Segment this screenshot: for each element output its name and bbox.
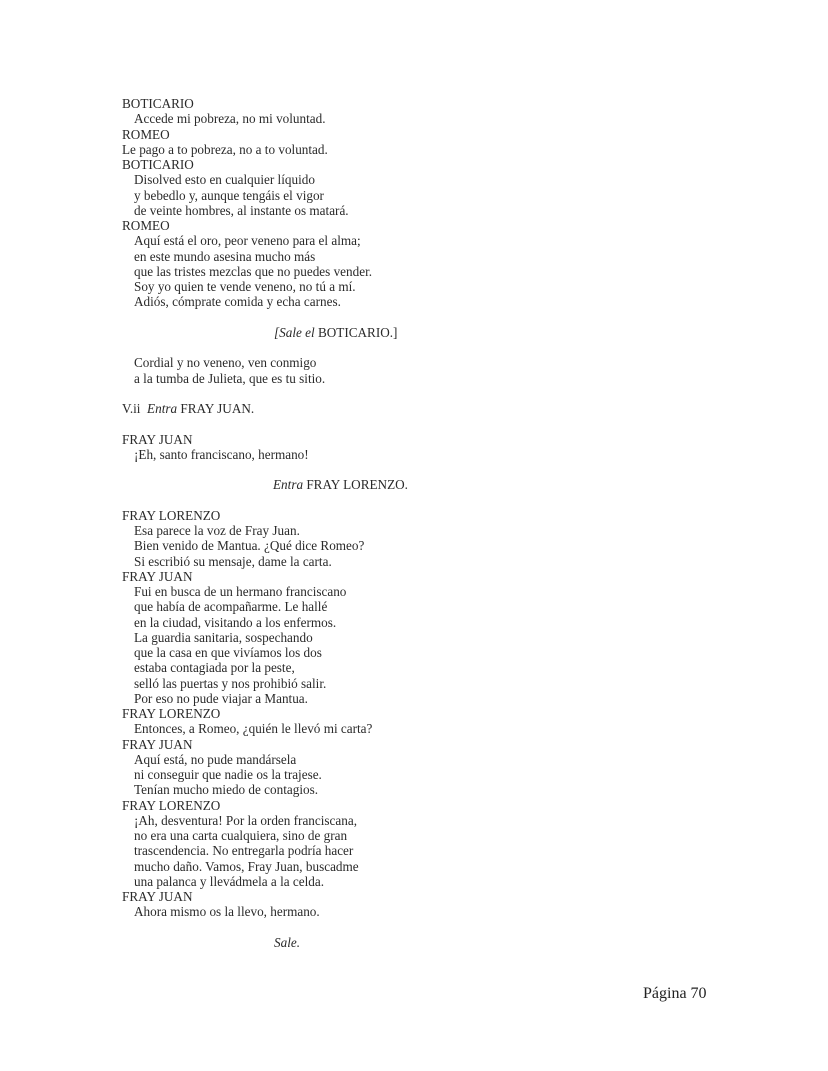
speaker-name: BOTICARIO [122, 157, 194, 172]
dialogue-line: y bebedlo y, aunque tengáis el vigor [134, 187, 324, 203]
dialogue-line: en la ciudad, visitando a los enfermos. [134, 614, 337, 630]
dialogue-line: Aquí está el oro, peor veneno para el alma; [134, 233, 361, 249]
scene-number: V.ii [122, 401, 148, 416]
stage-italic: Entra [147, 401, 178, 416]
dialogue-line: Accede mi pobreza, no mi voluntad. [134, 111, 326, 127]
blank-line [122, 310, 542, 325]
dialogue-line: trascendencia. No entregarla podría hacer [134, 843, 354, 859]
dialogue-line: Cordial y no veneno, ven conmigo [134, 355, 317, 371]
dialogue-line: Le pago a to pobreza, no a to voluntad. [122, 141, 328, 157]
speaker-name: ROMEO [122, 126, 170, 142]
blank-line [122, 462, 542, 477]
dialogue-line: que había de acompañarme. Le hallé [134, 599, 328, 615]
dialogue-line: estaba contagiada por la peste, [134, 660, 295, 676]
dialogue-line: Fui en busca de un hermano franciscano [134, 584, 347, 599]
dialogue-line: que las tristes mezclas que no puedes vender. [134, 263, 373, 279]
stage-italic: Entra [273, 477, 304, 493]
speaker-name: FRAY LORENZO [122, 706, 221, 721]
dialogue-line: ¡Ah, desventura! Por la orden franciscana, [134, 812, 357, 828]
speaker-name: FRAY JUAN [122, 736, 193, 752]
blank-line [122, 416, 542, 431]
stage-italic: Sale. [274, 934, 301, 950]
dialogue-line: selló las puertas y nos prohibió salir. [134, 675, 327, 691]
dialogue-line: Bien venido de Mantua. ¿Qué dice Romeo? [134, 538, 365, 554]
speaker-name: FRAY JUAN [122, 889, 193, 904]
dialogue-line: Disolved esto en cualquier líquido [134, 172, 315, 188]
blank-line [122, 386, 542, 401]
dialogue-line: Esa parece la voz de Fray Juan. [134, 523, 300, 538]
dialogue-line: en este mundo asesina mucho más [134, 248, 316, 264]
stage-direction [122, 325, 542, 340]
blank-line [122, 340, 542, 355]
dialogue-line: Soy yo quien te vende veneno, no tú a mí. [134, 279, 356, 294]
scene-heading [122, 401, 542, 416]
speaker-name: FRAY JUAN [122, 568, 193, 584]
dialogue-line: Si escribió su mensaje, dame la carta. [134, 553, 332, 569]
stage-italic: [Sale el [274, 324, 315, 340]
speaker-name: BOTICARIO [122, 96, 194, 111]
dialogue-line: a la tumba de Julieta, que es tu sitio. [134, 370, 326, 386]
dialogue-line: mucho daño. Vamos, Fray Juan, buscadme [134, 858, 359, 874]
dialogue-line: que la casa en que vivíamos los dos [134, 645, 322, 660]
speaker-name: ROMEO [122, 218, 170, 233]
stage-direction [122, 935, 542, 950]
page-number: Página 70 [643, 985, 707, 1002]
dialogue-line: Ahora mismo os la llevo, hermano. [134, 904, 320, 920]
dialogue-line: una palanca y llevádmela a la celda. [134, 873, 325, 889]
play-text [122, 96, 542, 950]
speaker-name: FRAY LORENZO [122, 507, 221, 523]
stage-direction [122, 477, 542, 492]
speaker-name: FRAY JUAN [122, 431, 193, 447]
blank-line [122, 493, 542, 508]
dialogue-line: de veinte hombres, al instante os matará. [134, 202, 349, 218]
speaker-name: FRAY LORENZO [122, 797, 221, 813]
dialogue-line: Por eso no pude viajar a Mantua. [134, 690, 308, 706]
dialogue-line: Entonces, a Romeo, ¿quién le llevó mi carta? [134, 721, 373, 737]
dialogue-line: Aquí está, no pude mandársela [134, 751, 297, 767]
stage-text: FRAY LORENZO. [303, 477, 408, 493]
blank-line [122, 920, 542, 935]
dialogue-line: Tenían mucho miedo de contagios. [134, 782, 319, 798]
dialogue-line: La guardia sanitaria, sospechando [134, 629, 313, 645]
dialogue-line: ¡Eh, santo franciscano, hermano! [134, 446, 309, 462]
dialogue-line: Adiós, cómprate comida y echa carnes. [134, 294, 341, 310]
dialogue-line: ni conseguir que nadie os la trajese. [134, 767, 322, 782]
dialogue-line: no era una carta cualquiera, sino de gran [134, 828, 348, 843]
stage-text: FRAY JUAN. [177, 401, 255, 416]
stage-text: BOTICARIO.] [314, 324, 398, 340]
